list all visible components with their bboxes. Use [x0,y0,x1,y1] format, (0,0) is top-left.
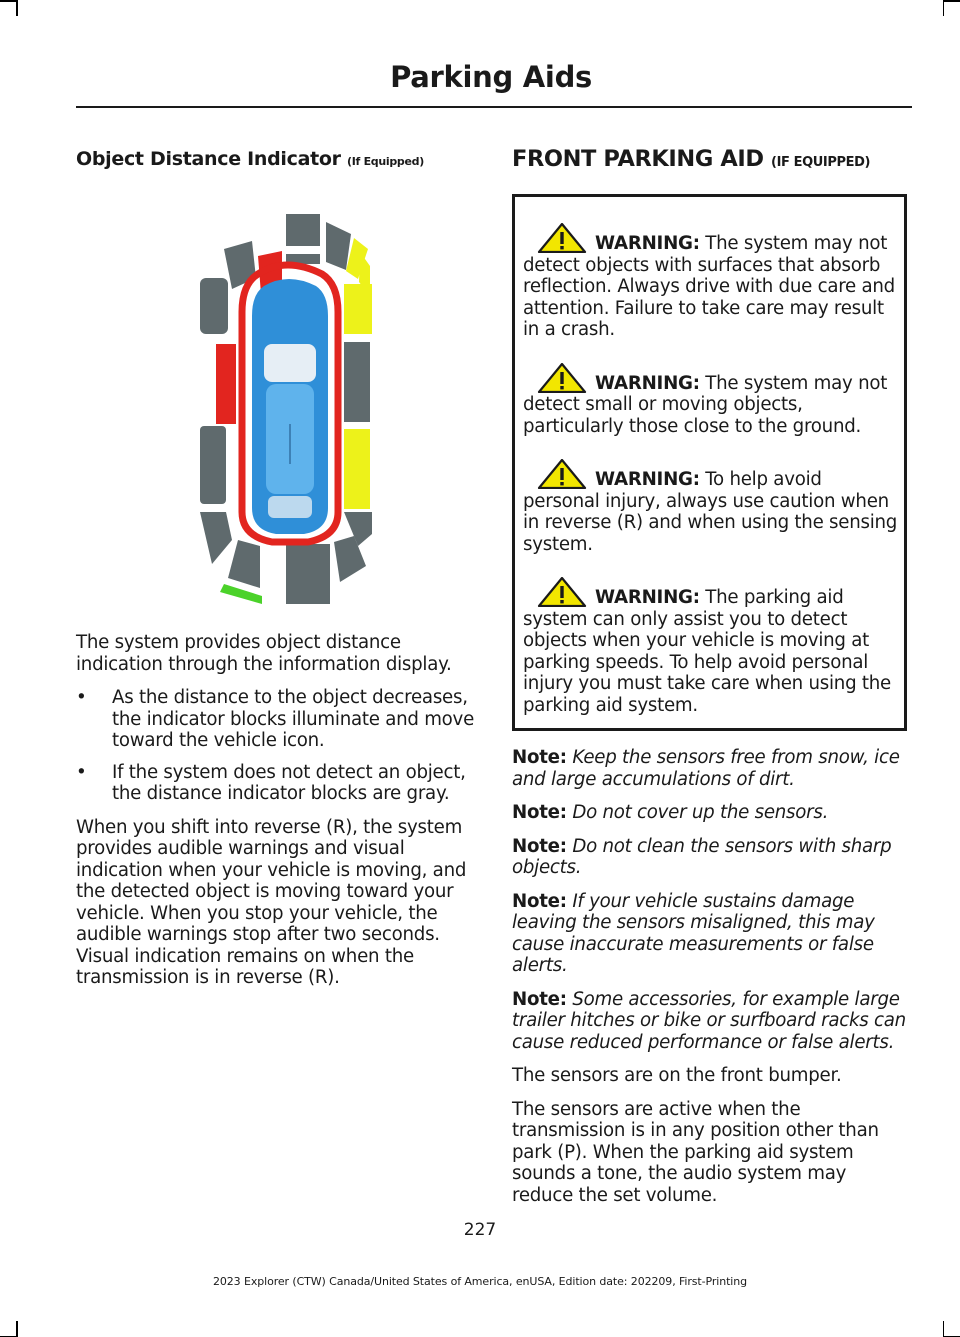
vehicle-windshield [264,344,316,382]
bullet-glyph: • [76,687,87,708]
note-label: Note: [512,802,567,823]
vehicle-rear-window [268,496,312,518]
indicator-block [344,284,372,334]
indicator-block [344,429,370,509]
crop-mark [943,1321,945,1337]
note-item [512,836,907,879]
note-item [512,802,907,824]
crop-mark [944,0,960,2]
warning-text: The system may not detect small or moving objects, particularly those close to the ground. [523,372,888,437]
reverse-paragraph: When you shift into reverse (R), the system provides audible warnings and visual indication when your vehicle is moving, and the detected object is moving toward your vehicle. When you stop your vehicle, the audible warnings stop after two seconds. Visual indication remains on when the transmission is in reverse (R). [76,816,467,988]
section-heading [512,146,907,172]
warning-icon [537,577,587,607]
note-item [512,891,907,977]
indicator-block [326,222,351,270]
left-column [76,140,476,1001]
sensors-active-paragraph: The sensors are active when the transmission is in any position other than park (P). When the parking aid system sounds a tone, the audio system may reduce the set volume. [512,1098,879,1206]
note-label: Note: [512,890,567,912]
warning-item [523,459,898,555]
crop-mark [16,0,18,16]
crop-mark [16,1321,18,1337]
note-text: If your vehicle sustains damage leaving the sensors misaligned, this may cause inaccurate measurements or false alerts. [512,890,875,976]
warning-item [523,363,898,438]
note-label: Note: [512,988,567,1010]
indicator-block [228,540,260,588]
section-heading-text: FRONT PARKING AID [512,146,764,172]
warning-item [523,577,898,716]
bullet-glyph: • [76,761,87,783]
warning-label: WARNING: [595,469,700,490]
note-label: Note: [512,835,567,857]
indicator-block [220,584,262,604]
sensors-location-paragraph: The sensors are on the front bumper. [512,1065,842,1086]
warning-box [512,194,907,731]
note-item [512,747,907,790]
indicator-block [286,214,320,246]
note-text: Keep the sensors free from snow, ice and large accumulations of dirt. [512,747,900,790]
page-number: 227 [463,1220,497,1240]
list-item-text: If the system does not detect an object, the distance indicator blocks are gray. [112,761,466,804]
indicator-block [200,512,232,564]
indicator-block [200,278,228,334]
right-column [512,140,907,1218]
warning-text: The parking aid system can only assist you to detect objects when your vehicle is moving at parking speeds. To help avoid personal injury you must take care when using the parking aid system. [523,587,891,716]
note-label: Note: [512,747,567,768]
indicator-block [344,342,370,422]
indicator-block [286,544,330,604]
page-title: Parking Aids [390,60,592,94]
list-item [76,687,476,752]
header-divider [76,106,912,108]
section-heading-text: Object Distance Indicator [76,148,341,170]
bullet-list [76,687,476,805]
section-heading [76,148,476,170]
warning-label: WARNING: [595,372,700,394]
warning-label: WARNING: [595,587,700,608]
warning-icon [537,459,587,489]
warning-icon [537,223,587,253]
note-item [512,989,907,1054]
section-heading-qualifier: (If Equipped) [347,155,424,168]
warning-text: The system may not detect objects with surfaces that absorb reflection. Always drive with due care and attention. Failure to take care may result in a crash. [523,233,895,340]
warning-icon [537,363,587,393]
notes-list [512,747,907,1053]
note-text: Do not clean the sensors with sharp objects. [512,835,892,878]
footer-text: 2023 Explorer (CTW) Canada/United States of America, enUSA, Edition date: 202209, First-Printing [212,1275,748,1288]
list-item-text: As the distance to the object decreases, the indicator blocks illuminate and move toward the vehicle icon. [112,687,475,751]
object-distance-figure [76,194,476,604]
note-text: Do not cover up the sensors. [566,802,829,823]
note-text: Some accessories, for example large trailer hitches or bike or surfboard racks can cause reduced performance or false alerts. [512,988,906,1053]
warning-label: WARNING: [595,233,700,254]
list-item [76,762,476,805]
crop-mark [943,0,945,16]
indicator-block [216,344,236,424]
section-heading-qualifier: (IF EQUIPPED) [771,155,871,170]
crop-mark [0,0,16,2]
warning-item [523,223,898,341]
distance-indicator-diagram [76,194,476,604]
warning-text: To help avoid personal injury, always use caution when in reverse (R) and when using the sensing system. [523,469,898,555]
indicator-block [200,426,226,504]
intro-paragraph: The system provides object distance indication through the information display. [76,632,452,675]
